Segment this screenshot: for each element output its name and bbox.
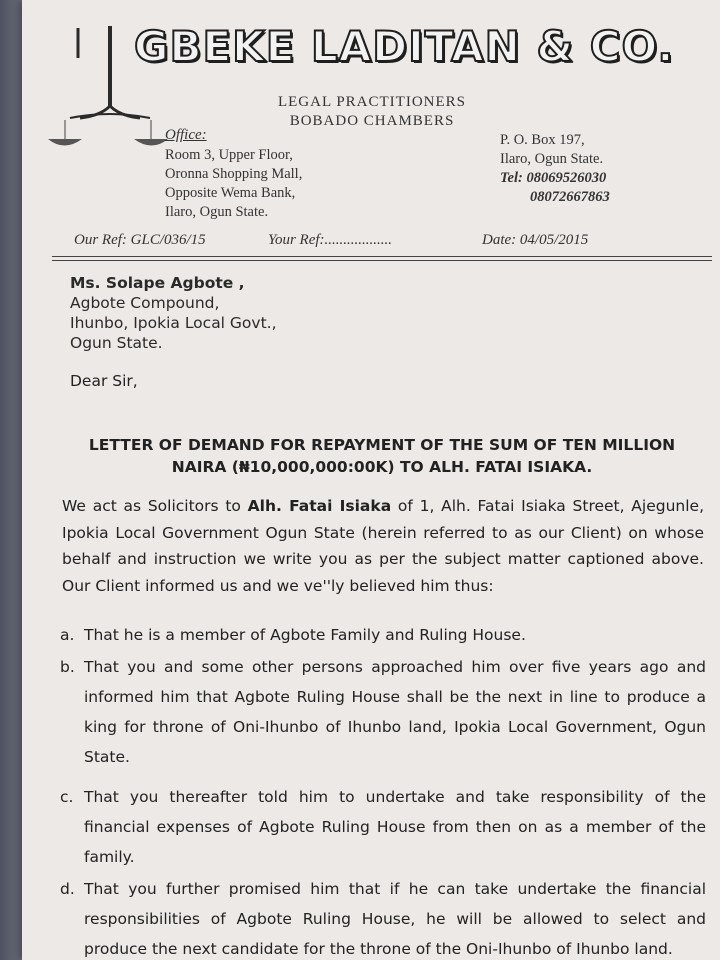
- office-address: [165, 146, 302, 222]
- list-item: [60, 652, 706, 772]
- addressee-block: [70, 273, 277, 353]
- background-edge: [0, 0, 22, 960]
- list-item-text: That he is a member of Agbote Family and Ruling House.: [84, 626, 526, 644]
- list-item-marker: c.: [60, 788, 74, 806]
- addressee-line: Ihunbo, Ipokia Local Govt.,: [70, 314, 277, 332]
- our-reference: Our Ref: GLC/036/15: [74, 232, 206, 248]
- addressee-name: Ms. Solape Agbote ,: [70, 274, 245, 292]
- firm-subtitle-practitioners: LEGAL PRACTITIONERS: [277, 94, 467, 110]
- telephone-1: Tel: 08069526030: [500, 170, 607, 186]
- office-address-line: Room 3, Upper Floor,: [165, 147, 293, 163]
- list-item-text: That you thereafter told him to undertake and take responsibility of the financial expenses of Agbote Ruling House from then on as a member of the family.: [84, 788, 706, 866]
- intro-text: of 1, Alh. Fatai Isiaka Street, Ajegunle, Ipokia Local Government Ogun State (herein referred to as our Client) on whose behalf and instruction we write you as per the subject matter captioned above. Our Client informed us and we ve''ly believed him thus:: [62, 497, 704, 595]
- firm-subtitle-chambers: BOBADO CHAMBERS: [289, 113, 455, 129]
- your-reference: Your Ref:..................: [268, 232, 393, 248]
- heading-line: LETTER OF DEMAND FOR REPAYMENT OF THE SUM OF TEN MILLION: [88, 436, 676, 454]
- office-address-line: Opposite Wema Bank,: [165, 185, 296, 201]
- addressee-line: Ogun State.: [70, 334, 163, 352]
- po-city: Ilaro, Ogun State.: [500, 151, 604, 167]
- contact-block: [500, 131, 700, 207]
- intro-paragraph: [62, 493, 704, 599]
- list-item-text: That you and some other persons approached him over five years ago and informed him that Agbote Ruling House shall be the next in line to produce a king for throne of Oni-Ihunbo of Ihunbo land, Ipokia Local Government, Ogun State.: [84, 658, 706, 766]
- divider-line: [52, 260, 712, 261]
- letter-heading: [52, 434, 712, 478]
- office-label: Office:: [165, 127, 207, 143]
- office-address-line: Oronna Shopping Mall,: [165, 166, 303, 182]
- divider-line: [52, 256, 712, 257]
- salutation: Dear Sir,: [70, 372, 138, 390]
- client-name: Alh. Fatai Isiaka: [247, 497, 392, 515]
- addressee-line: Agbote Compound,: [70, 294, 220, 312]
- telephone-2: 08072667863: [530, 189, 610, 205]
- list-item: [60, 620, 706, 650]
- letter-date: Date: 04/05/2015: [482, 232, 589, 248]
- heading-line: NAIRA (₦10,000,000:00K) TO ALH. FATAI ISIAKA.: [171, 458, 593, 476]
- list-item-text: That you further promised him that if he can take undertake the financial responsibilities of Agbote Ruling House, he will be allowed to select and produce the next candidate for the throne of the Oni-Ihunbo of Ihunbo land.: [84, 880, 706, 958]
- list-item: [60, 874, 706, 960]
- po-box: P. O. Box 197,: [500, 132, 585, 148]
- letter-page: [22, 0, 720, 960]
- intro-text: We act as Solicitors to: [62, 497, 248, 515]
- list-item-marker: d.: [60, 880, 75, 898]
- list-item-marker: b.: [60, 658, 75, 676]
- office-address-line: Ilaro, Ogun State.: [165, 204, 269, 220]
- list-item-marker: a.: [60, 626, 75, 644]
- list-item: [60, 782, 706, 872]
- claims-list: [60, 620, 706, 960]
- firm-name: GBEKE LADITAN & CO.: [134, 22, 675, 71]
